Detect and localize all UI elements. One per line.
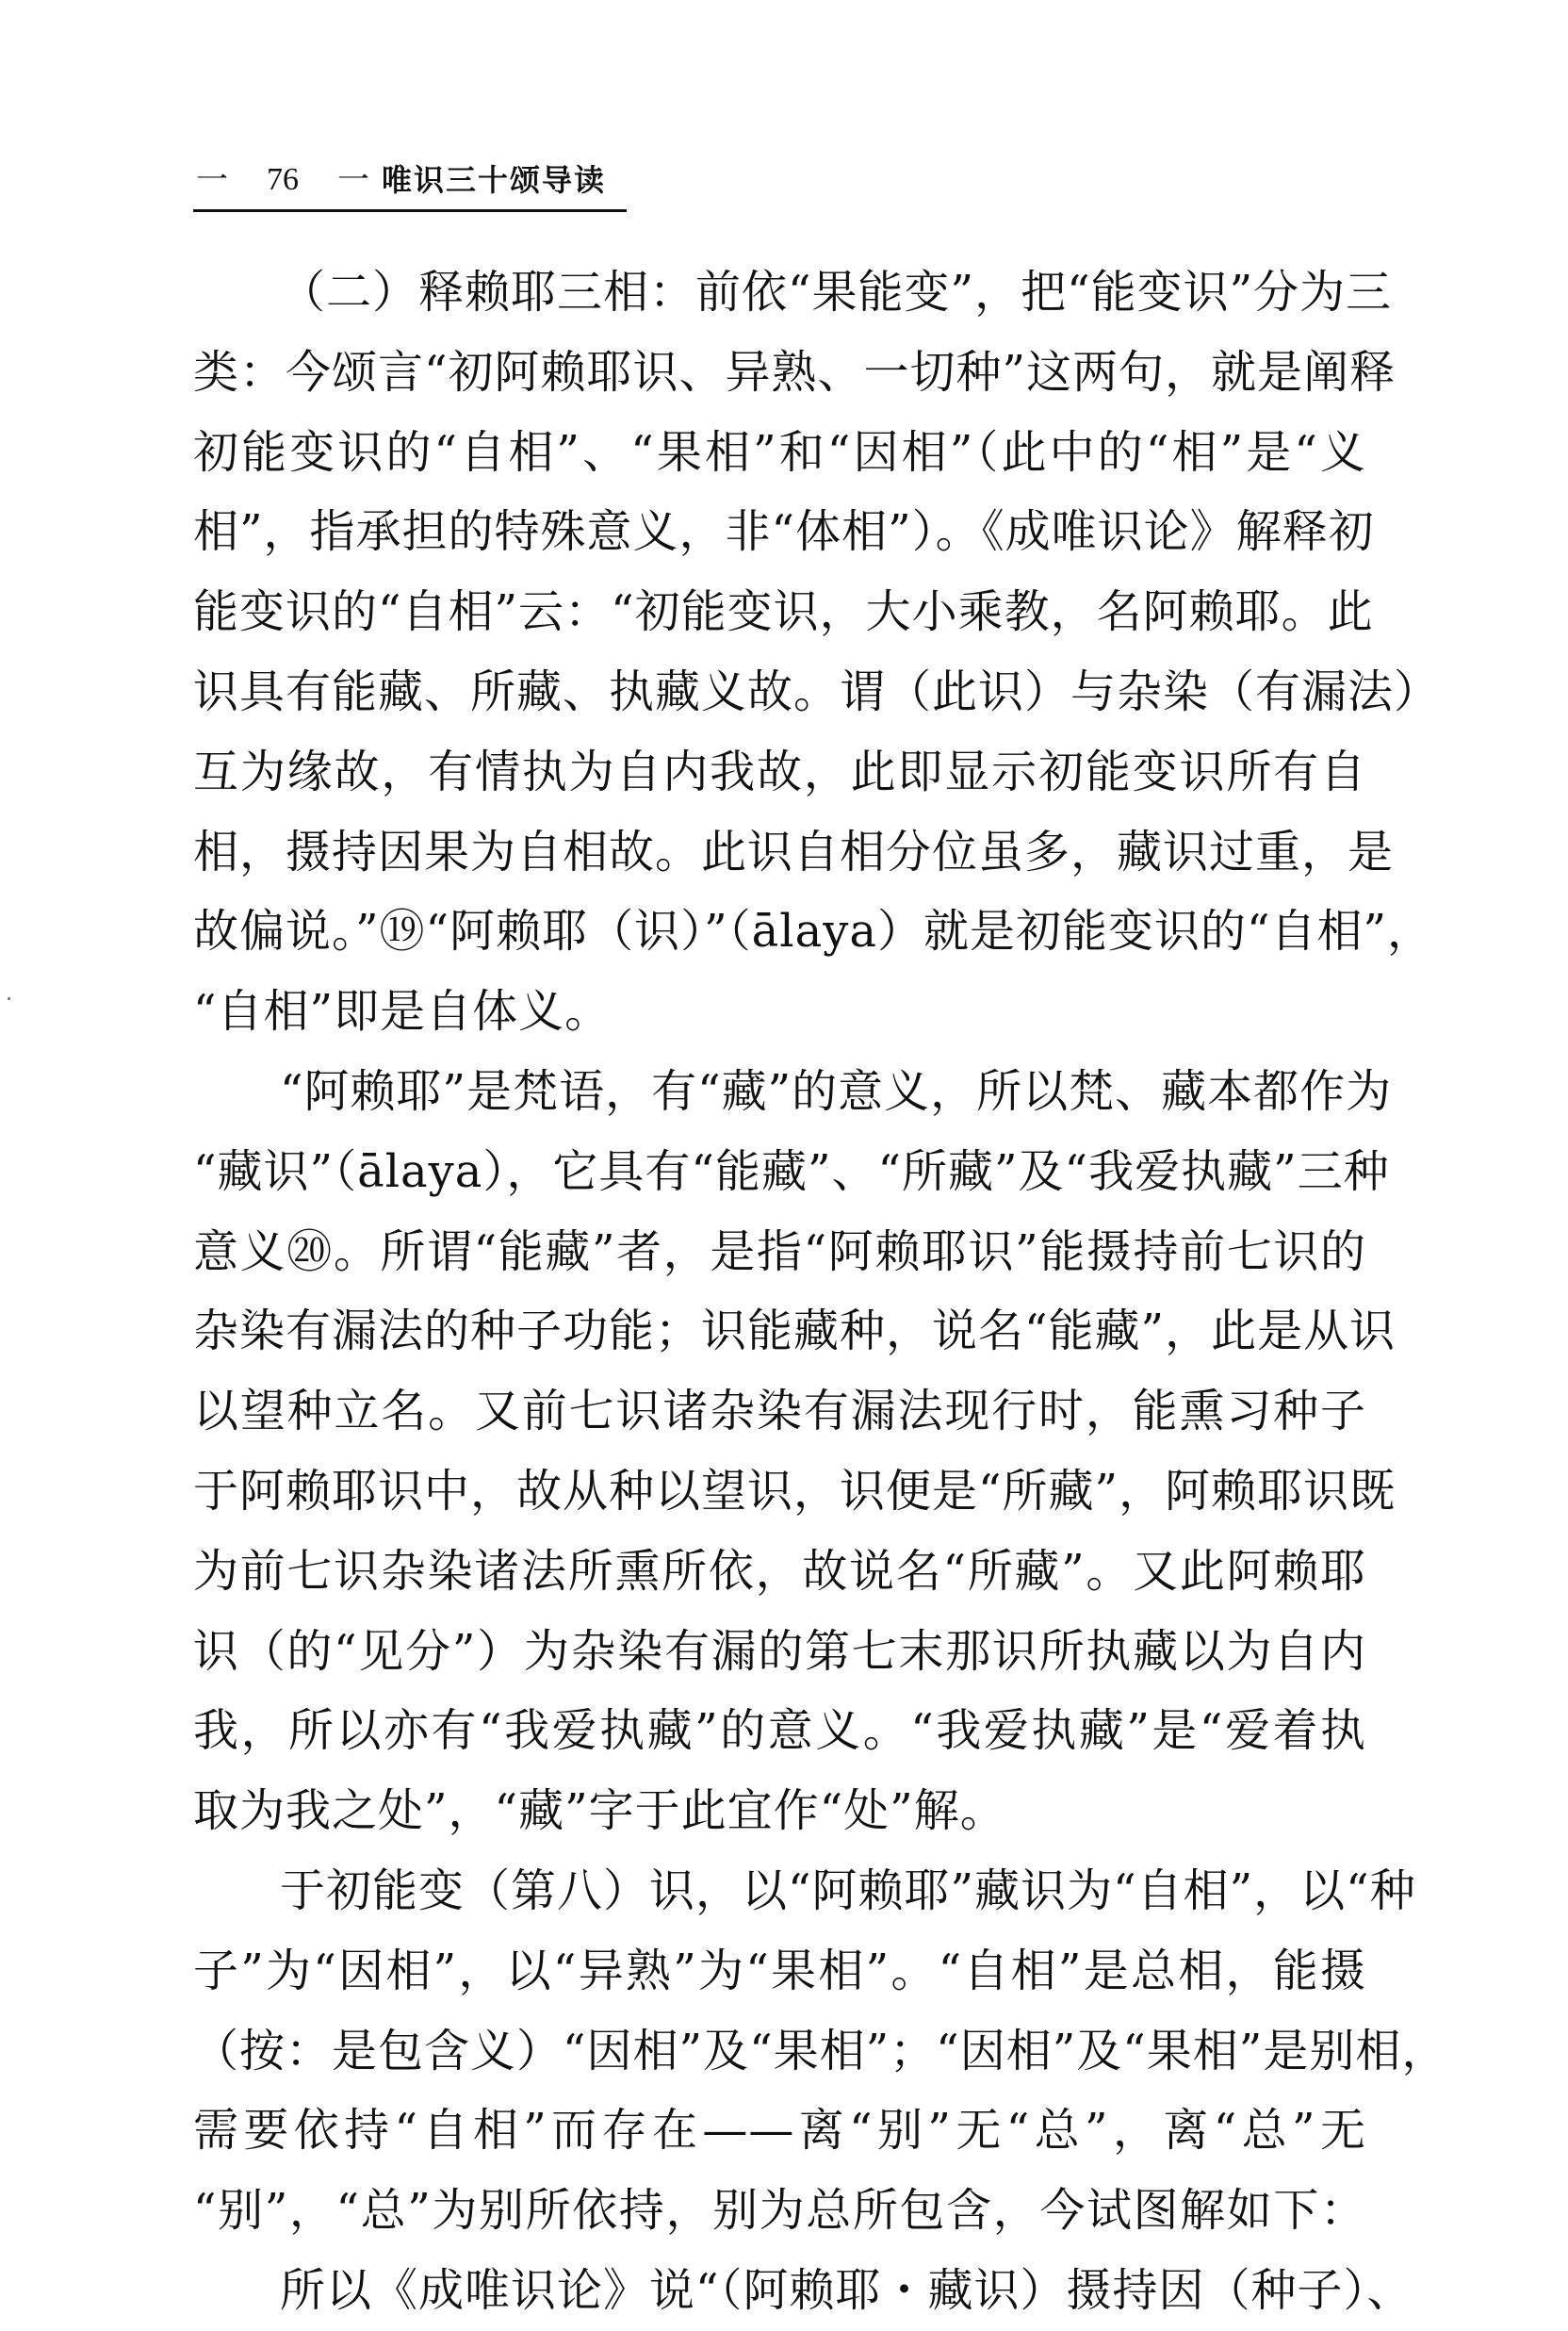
text-line: “藏识”（ālaya），它具有“能藏”、“所藏”及“我爱执藏”三种 xyxy=(193,1144,1390,1198)
text-line: 识具有能藏、所藏、执藏义故。谓（此识）与杂染（有漏法） xyxy=(193,665,1441,718)
text-line: 故偏说。”⑲“阿赖耶（识）”（ālaya）就是初能变识的“自相”， xyxy=(193,905,1434,959)
text-line: 于阿赖耶识中，故从种以望识，识便是“所藏”，阿赖耶识既 xyxy=(193,1464,1396,1518)
text-line: “阿赖耶”是梵语，有“藏”的意义，所以梵、藏本都作为 xyxy=(280,1064,1393,1118)
text-line: 于初能变（第八）识，以“阿赖耶”藏识为“自相”，以“种 xyxy=(280,1863,1416,1917)
text-line: 类：今颂言“初阿赖耶识、异熟、一切种”这两句，就是阐释 xyxy=(193,345,1396,399)
text-line: 为前七识杂染诸法所熏所依，故说名“所藏”。又此阿赖耶 xyxy=(193,1544,1366,1598)
text-line: 意义⑳。所谓“能藏”者，是指“阿赖耶识”能摄持前七识的 xyxy=(193,1224,1366,1278)
text-line: 能变识的“自相”云：“初能变识，大小乘教，名阿赖耶。此 xyxy=(193,585,1374,639)
text-line: 互为缘故，有情执为自内我故，此即显示初能变识所有自 xyxy=(193,745,1366,798)
header-dash-right: 一 xyxy=(337,161,369,199)
text-line: 识（的“见分”）为杂染有漏的第七末那识所执藏以为自内 xyxy=(193,1624,1366,1678)
page-number: 76 xyxy=(267,162,299,197)
body-text xyxy=(193,253,1448,2331)
scan-speck xyxy=(8,997,10,1000)
text-line: （按：是包含义）“因相”及“果相”；“因相”及“果相”是别相， xyxy=(193,2024,1448,2077)
text-line: （二）释赖耶三相：前依“果能变”，把“能变识”分为三 xyxy=(280,266,1393,319)
text-line: 所以《成唯识论》说“（阿赖耶・藏识）摄持因（种子）、 xyxy=(280,2263,1413,2317)
text-line: 子”为“因相”，以“异熟”为“果相”。“自相”是总相，能摄 xyxy=(193,1944,1366,1997)
header-dash-left: 一 xyxy=(196,161,228,199)
text-line: 以望种立名。又前七识诸杂染有漏法现行时，能熏习种子 xyxy=(193,1385,1366,1438)
text-line: 取为我之处”，“藏”字于此宜作“处”解。 xyxy=(193,1784,1006,1838)
text-line: 初能变识的“自相”、“果相”和“因相”（此中的“相”是“义 xyxy=(193,425,1366,479)
text-line: 相”，指承担的特殊意义，非“体相”）。《成唯识论》解释初 xyxy=(193,505,1375,559)
text-line: 我，所以亦有“我爱执藏”的意义。“我爱执藏”是“爱着执 xyxy=(193,1704,1366,1758)
text-line: 需要依持“自相”而存在——离“别”无“总”，离“总”无 xyxy=(193,2104,1366,2158)
running-header xyxy=(193,156,627,205)
text-line: “别”，“总”为别所依持，别为总所包含，今试图解如下： xyxy=(193,2184,1366,2238)
text-line: 杂染有漏法的种子功能；识能藏种，说名“能藏”，此是从识 xyxy=(193,1305,1396,1358)
text-line: 相，摄持因果为自相故。此识自相分位虽多，藏识过重，是 xyxy=(193,825,1395,878)
book-title: 唯识三十颂导读 xyxy=(382,162,607,198)
header-rule xyxy=(193,209,627,212)
text-line: “自相”即是自体义。 xyxy=(193,985,612,1039)
